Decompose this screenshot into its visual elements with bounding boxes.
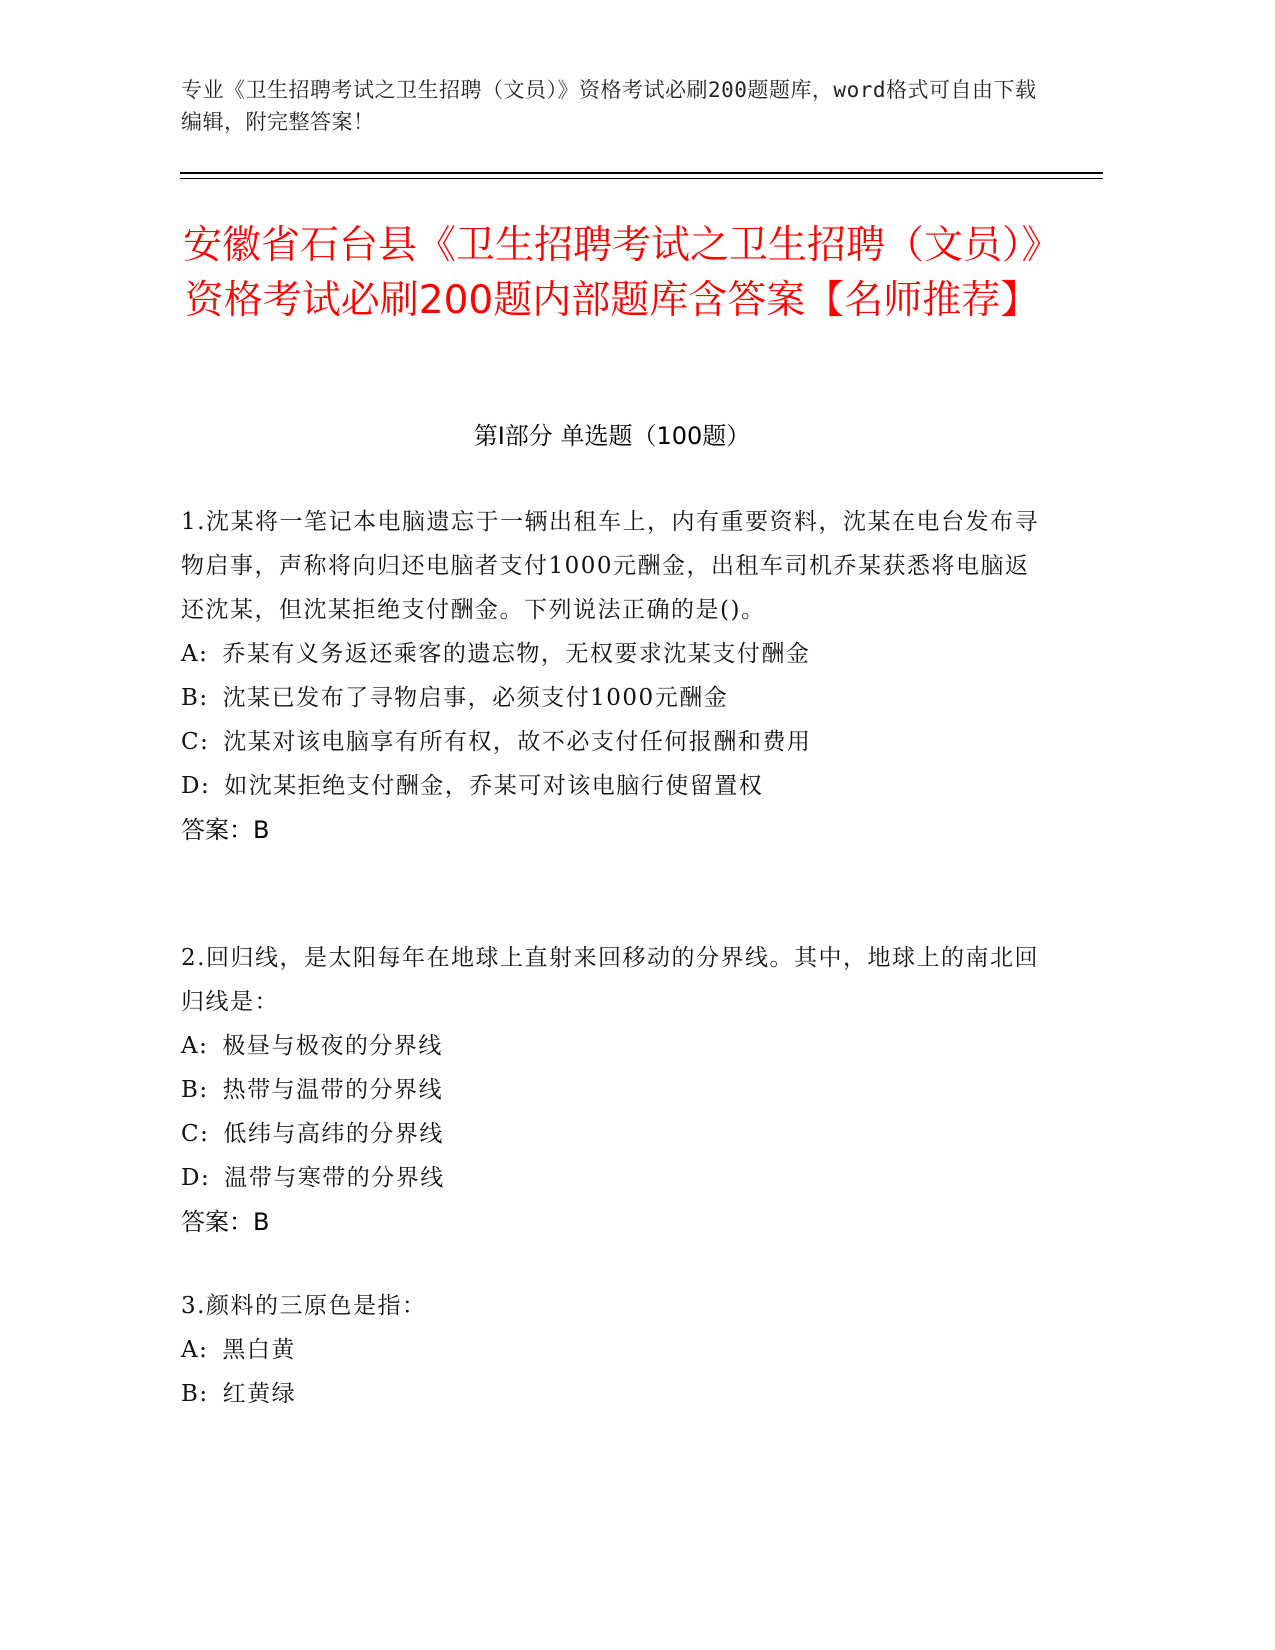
option-label: C: — [181, 729, 210, 755]
question-1 — [181, 500, 1041, 852]
option-text: 温带与寒带的分界线 — [224, 1165, 445, 1191]
question-3 — [181, 1284, 1041, 1416]
option-text: 红黄绿 — [222, 1381, 297, 1407]
option-text: 如沈某拒绝支付酬金，乔某可对该电脑行使留置权 — [224, 773, 764, 799]
header-rule-thick — [180, 172, 1103, 174]
question-text: 1.沈某将一笔记本电脑遗忘于一辆出租车上，内有重要资料，沈某在电台发布寻物启事，声称将向归还电脑者支付1000元酬金，出租车司机乔某获悉将电脑返还沈某，但沈某拒绝支付酬金。下列说法正确的是()。 — [181, 509, 1039, 623]
option-text: 极昼与极夜的分界线 — [222, 1033, 443, 1059]
question-text: 3.颜料的三原色是指： — [181, 1293, 427, 1319]
answer-line: 答案：B — [181, 816, 270, 844]
option-a — [181, 632, 1041, 676]
header-note: 专业《卫生招聘考试之卫生招聘（文员）》资格考试必刷200题题库，word格式可自由下载编辑，附完整答案！ — [181, 78, 1037, 134]
option-d — [181, 764, 1041, 808]
option-c — [181, 720, 1041, 764]
option-text: 黑白黄 — [222, 1337, 296, 1363]
option-text: 乔某有义务返还乘客的遗忘物，无权要求沈某支付酬金 — [222, 641, 811, 667]
question-text: 2.回归线，是太阳每年在地球上直射来回移动的分界线。其中，地球上的南北回归线是： — [181, 945, 1039, 1015]
option-label: B: — [181, 1381, 209, 1407]
option-label: A: — [181, 1337, 209, 1363]
document-title: 安徽省石台县《卫生招聘考试之卫生招聘（文员）》资格考试必刷200题内部题库含答案【名师推荐】 — [182, 223, 1041, 323]
option-label: B: — [181, 685, 209, 711]
option-label: B: — [181, 1077, 209, 1103]
option-a — [181, 1024, 1041, 1068]
option-label: A: — [181, 641, 209, 667]
option-text: 低纬与高纬的分界线 — [223, 1121, 444, 1147]
option-c — [181, 1112, 1041, 1156]
option-text: 沈某对该电脑享有所有权，故不必支付任何报酬和费用 — [223, 729, 812, 755]
question-2 — [181, 936, 1041, 1244]
section-heading: 第I部分 单选题（100题） — [473, 422, 751, 450]
option-text: 沈某已发布了寻物启事，必须支付1000元酬金 — [222, 685, 729, 711]
option-a — [181, 1328, 1041, 1372]
option-label: C: — [181, 1121, 210, 1147]
answer-line: 答案：B — [181, 1208, 270, 1236]
option-label: A: — [181, 1033, 209, 1059]
option-label: D: — [181, 1165, 211, 1191]
option-text: 热带与温带的分界线 — [222, 1077, 444, 1103]
option-b — [181, 676, 1041, 720]
option-b — [181, 1068, 1041, 1112]
option-b — [181, 1372, 1041, 1416]
option-label: D: — [181, 773, 211, 799]
header-rule-thin — [180, 178, 1103, 179]
option-d — [181, 1156, 1041, 1200]
